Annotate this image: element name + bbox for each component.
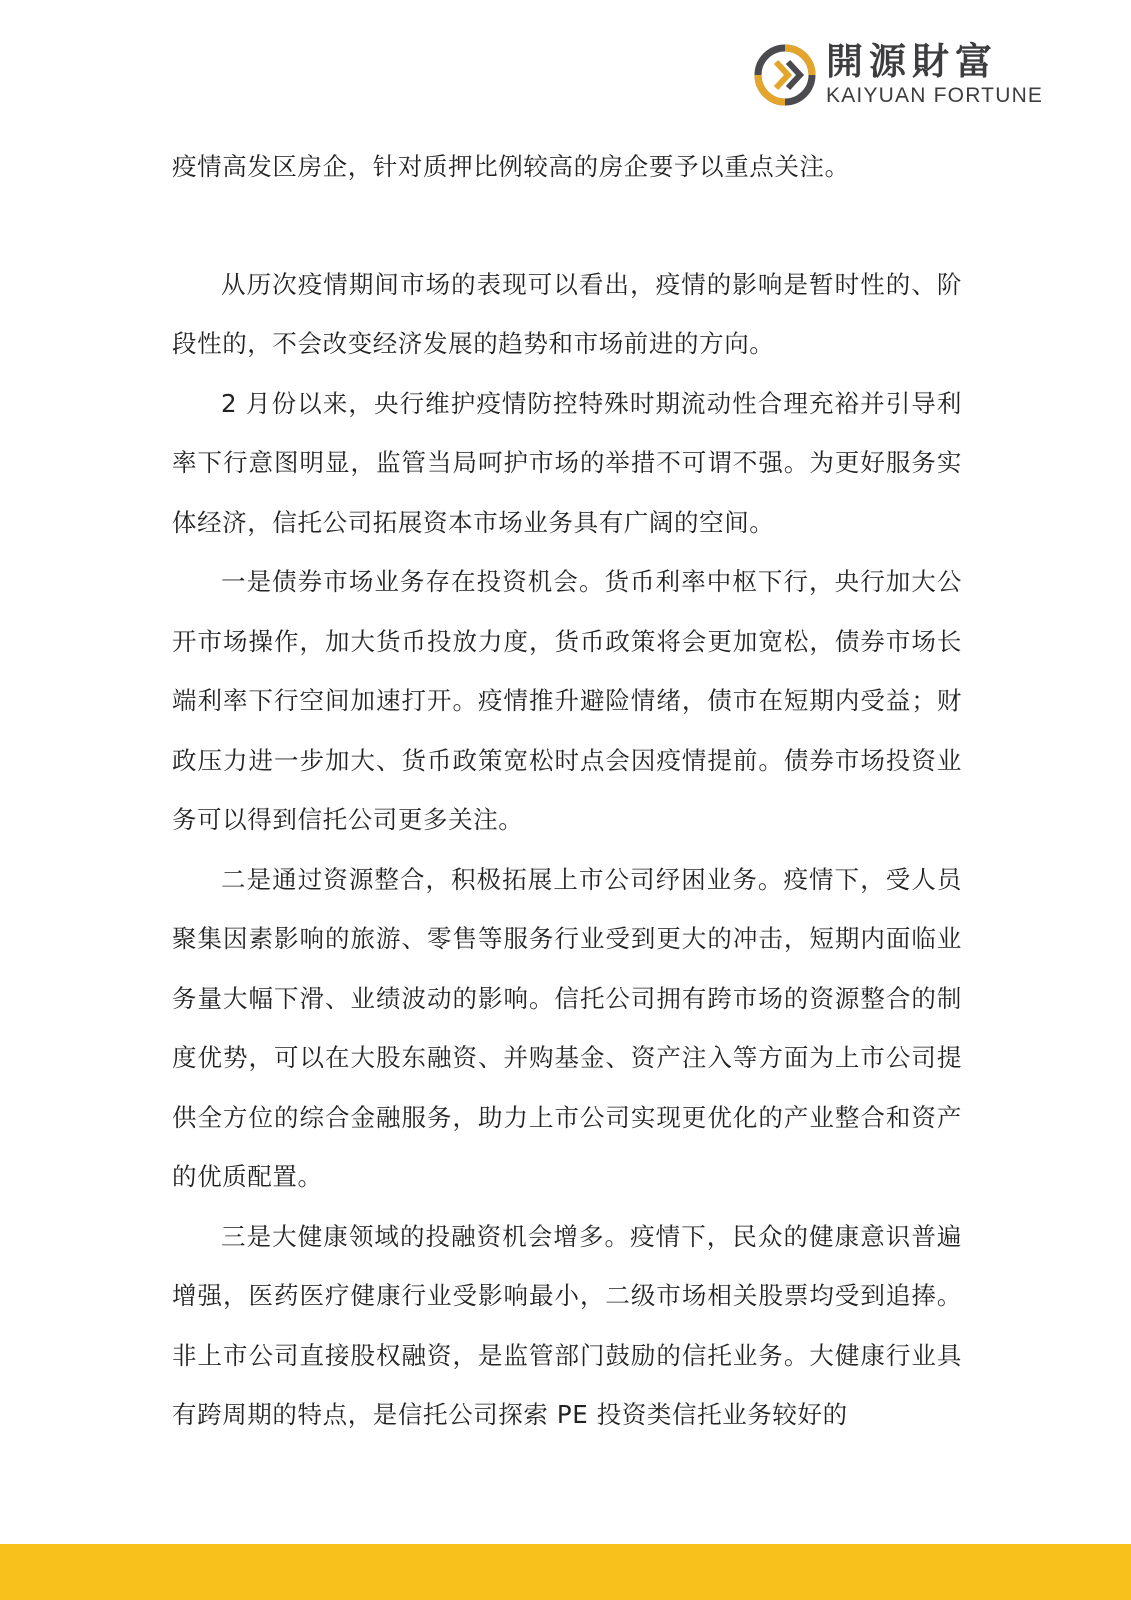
kaiyuan-logo-icon [752,42,818,108]
paragraph-central-bank: 2 月份以来，央行维护疫情防控特殊时期流动性合理充裕并引导利率下行意图明显，监管当局呵护市场的举措不可谓不强。为更好服务实体经济，信托公司拓展资本市场业务具有广阔的空间。 [172,388,962,537]
footer-bar [0,1544,1131,1600]
paragraph-bond-market: 一是债券市场业务存在投资机会。货币利率中枢下行，央行加大公开市场操作，加大货币投放力度，货币政策将会更加宽松，债券市场长端利率下行空间加速打开。疫情推升避险情绪，债市在短期内受益；财政压力进一步加大、货币政策宽松时点会因疫情提前。债券市场投资业务可以得到信托公司更多关注。 [172,567,962,834]
logo-english-name: KAIYUAN FORTUNE [826,84,1044,107]
document-body [172,137,962,1445]
paragraph-gap [172,197,962,255]
paragraph-continuation: 疫情高发区房企，针对质押比例较高的房企要予以重点关注。 [172,152,850,181]
logo-chinese-name: 開源財富 [826,40,998,83]
paragraph-health-industry: 三是大健康领域的投融资机会增多。疫情下，民众的健康意识普遍增强，医药医疗健康行业受影响最小，二级市场相关股票均受到追捧。非上市公司直接股权融资，是监管部门鼓励的信托业务。大健康行业具有跨周期的特点，是信托公司探索 PE 投资类信托业务较好的 [172,1221,962,1429]
paragraph-epidemic-impact: 从历次疫情期间市场的表现可以看出，疫情的影响是暂时性的、阶段性的，不会改变经济发展的趋势和市场前进的方向。 [172,269,962,358]
brand-logo [752,40,1052,112]
paragraph-listed-company-relief: 二是通过资源整合，积极拓展上市公司纾困业务。疫情下，受人员聚集因素影响的旅游、零售等服务行业受到更大的冲击，短期内面临业务量大幅下滑、业绩波动的影响。信托公司拥有跨市场的资源整合的制度优势，可以在大股东融资、并购基金、资产注入等方面为上市公司提供全方位的综合金融服务，助力上市公司实现更优化的产业整合和资产的优质配置。 [172,864,962,1191]
